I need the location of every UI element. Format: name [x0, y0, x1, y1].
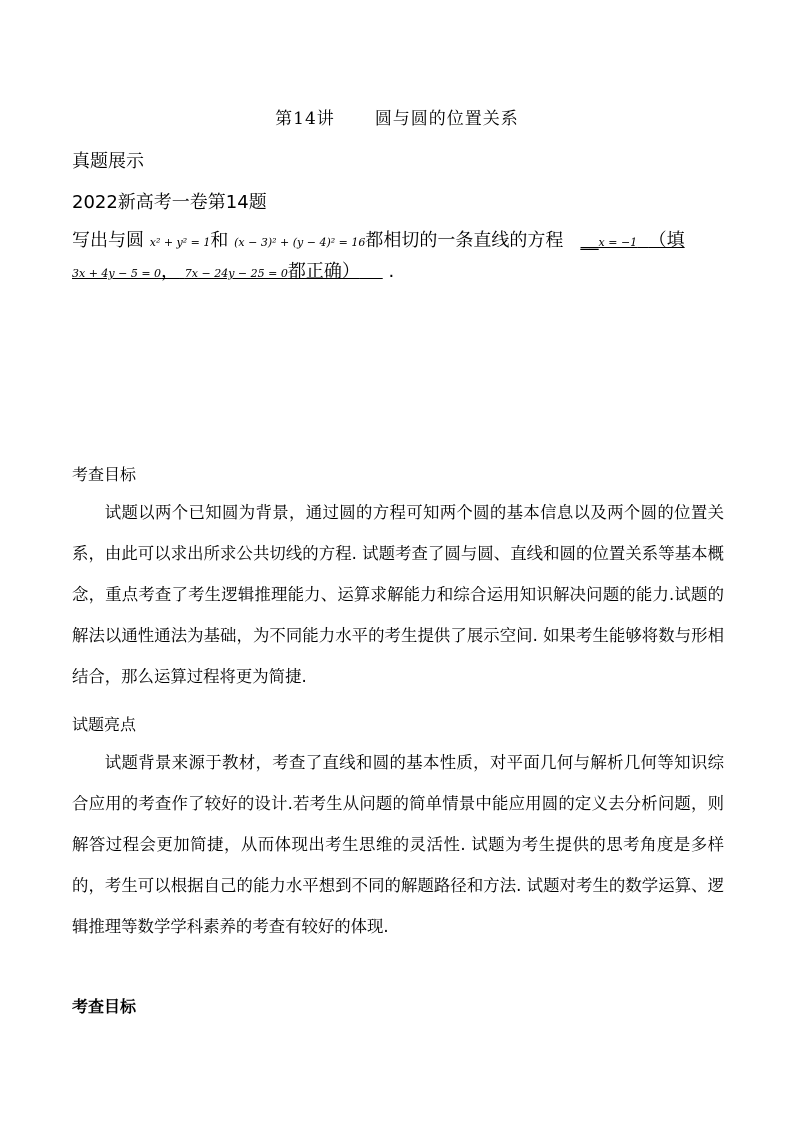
objective-heading: 考查目标: [72, 465, 137, 484]
circle-equation-1: x² + y² = 1: [149, 236, 211, 249]
answer-blank-lead: __: [580, 230, 599, 251]
circle-equation-2: (x − 3)² + (y − 4)² = 16: [234, 236, 366, 249]
question-text-b: 都相切的一条直线的方程: [365, 230, 564, 251]
exam-source: 2022新高考一卷第14题: [72, 192, 267, 213]
answer-1: x = −1: [598, 236, 638, 249]
answer-fill-note: （填: [648, 230, 685, 251]
lecture-topic: 圆与圆的位置关系: [374, 109, 519, 129]
section-heading-real-exam: 真题展示: [72, 151, 144, 172]
question-text-a: 写出与圆: [72, 230, 144, 251]
question-line-1: [72, 226, 685, 252]
question-text-and: 和: [210, 230, 229, 251]
answer-separator: ，: [161, 261, 180, 282]
page-title: [0, 104, 794, 129]
highlight-heading: 试题亮点: [72, 715, 137, 734]
answer-tail: 都正确）: [287, 261, 360, 282]
highlight-body: 试题背景来源于教材，考查了直线和圆的基本性质，对平面几何与解析几何等知识综合应用的考查作了较好的设计.若考生从问题的简单情景中能应用圆的定义去分析问题，则解答过程会更加简捷，从而体现出考生思维的灵活性. 试题为考生提供的思考角度是多样的，考生可以根据自己的能力水平想到不同的解题路径和方法. 试题对考生的数学运算、逻辑推理等数学学科素养的考查有较好的体现.: [72, 753, 724, 936]
answer-2: 3x + 4y − 5 = 0: [72, 267, 162, 280]
objective-body: 试题以两个已知圆为背景，通过圆的方程可知两个圆的基本信息以及两个圆的位置关系，由此可以求出所求公共切线的方程. 试题考查了圆与圆、直线和圆的位置关系等基本概念，重点考查了考生逻辑推理能力、运算求解能力和综合运用知识解决问题的能力.试题的解法以通性通法为基础，为不同能力水平的考生提供了展示空间. 如果考生能够将数与形相结合，那么运算过程将更为简捷.: [72, 503, 724, 686]
question-line-2: [72, 257, 394, 283]
objective-heading-2: 考查目标: [72, 997, 137, 1016]
question-end: .: [388, 261, 395, 282]
lecture-number: 第14讲: [275, 109, 335, 129]
answer-3: 7x − 24y − 25 = 0: [184, 267, 288, 280]
